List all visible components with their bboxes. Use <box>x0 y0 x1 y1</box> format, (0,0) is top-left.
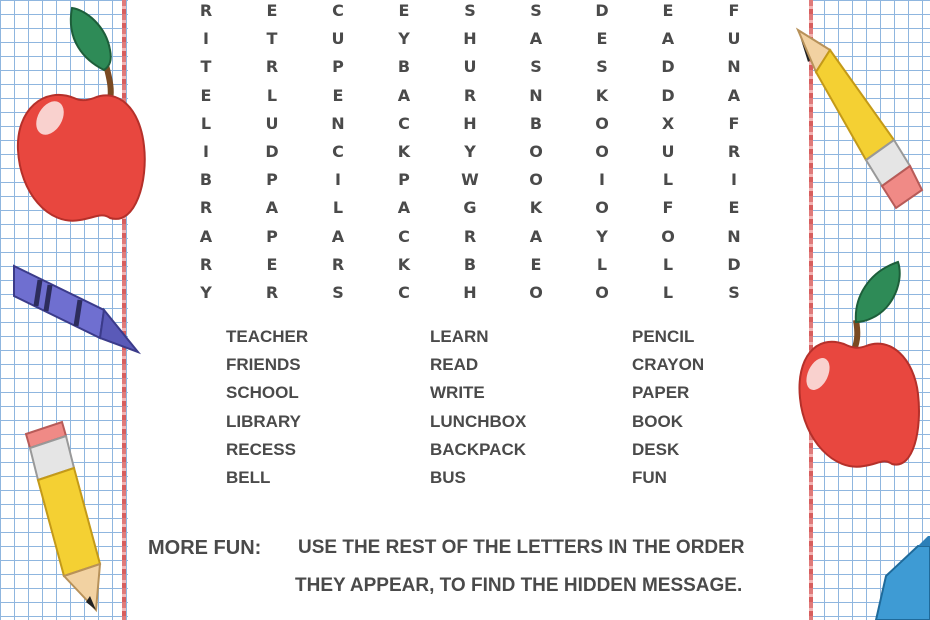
grid-row <box>186 113 756 141</box>
grid-letter: X <box>661 113 675 133</box>
grid-letter: E <box>728 198 740 218</box>
grid-letter: C <box>332 141 344 161</box>
grid-letter: R <box>463 226 477 246</box>
grid-letter: N <box>529 85 543 105</box>
grid-letter: L <box>332 198 344 218</box>
grid-letter: L <box>200 113 212 133</box>
grid-letter: C <box>398 282 410 302</box>
crayon-icon <box>10 258 142 368</box>
bonus-line-1: USE THE REST OF THE LETTERS IN THE ORDER <box>298 537 745 558</box>
grid-letter: O <box>595 141 609 161</box>
grid-letter: E <box>266 1 278 20</box>
grid-letter: P <box>266 226 278 246</box>
grid-letter: B <box>397 57 411 77</box>
grid-letter: K <box>529 198 543 218</box>
grid-letter: S <box>332 282 344 302</box>
grid-letter: I <box>203 141 209 161</box>
grid-letter: I <box>203 29 209 49</box>
grid-letter: N <box>727 57 741 77</box>
grid-row <box>186 282 756 310</box>
grid-letter: W <box>461 170 479 190</box>
grid-letter: H <box>463 282 477 302</box>
grid-letter: D <box>661 57 675 77</box>
letter-grid <box>186 0 756 310</box>
word-item: BELL <box>226 467 271 487</box>
pencil-icon <box>790 20 930 230</box>
word-item: BACKPACK <box>430 439 527 459</box>
word-column <box>430 323 526 492</box>
grid-letter: U <box>661 141 675 161</box>
grid-row <box>186 0 756 28</box>
grid-letter: D <box>727 254 741 274</box>
grid-letter: O <box>529 282 543 302</box>
grid-letter: A <box>331 226 345 246</box>
grid-letter: O <box>595 282 609 302</box>
word-item: RECESS <box>226 439 296 459</box>
apple-icon <box>14 0 150 230</box>
grid-letter: E <box>662 1 674 20</box>
grid-letter: E <box>266 254 278 274</box>
grid-letter: L <box>662 170 674 190</box>
word-item: LEARN <box>430 327 489 346</box>
grid-letter: I <box>599 170 605 190</box>
grid-letter: C <box>332 1 344 20</box>
grid-letter: R <box>265 57 279 77</box>
word-item: PENCIL <box>632 327 695 346</box>
grid-letter: U <box>265 113 279 133</box>
grid-letter: P <box>266 170 278 190</box>
grid-letter: Y <box>464 141 476 161</box>
grid-letter: T <box>200 57 212 77</box>
grid-letter: C <box>398 226 410 246</box>
grid-letter: R <box>199 1 213 20</box>
grid-letter: H <box>463 29 477 49</box>
word-item: CRAYON <box>632 355 705 375</box>
grid-letter: K <box>397 141 411 161</box>
grid-letter: S <box>728 282 740 302</box>
grid-letter: E <box>398 1 410 20</box>
grid-letter: L <box>266 85 278 105</box>
grid-letter: L <box>662 282 674 302</box>
grid-letter: Y <box>398 29 410 49</box>
grid-letter: I <box>731 170 737 190</box>
word-column <box>226 323 308 492</box>
grid-letter: R <box>199 198 213 218</box>
grid-letter: B <box>529 113 543 133</box>
grid-row <box>186 169 756 197</box>
grid-letter: U <box>727 29 741 49</box>
grid-letter: I <box>335 170 341 190</box>
word-item: DESK <box>632 439 680 459</box>
grid-letter: E <box>200 85 212 105</box>
grid-letter: H <box>463 113 477 133</box>
grid-row <box>186 254 756 282</box>
grid-letter: K <box>397 254 411 274</box>
grid-letter: R <box>265 282 279 302</box>
grid-row <box>186 226 756 254</box>
pencil-icon <box>16 396 126 620</box>
grid-letter: O <box>529 141 543 161</box>
word-item: FUN <box>632 467 667 487</box>
word-item: BOOK <box>632 411 683 431</box>
grid-letter: A <box>397 85 411 105</box>
grid-letter: D <box>265 141 279 161</box>
grid-letter: A <box>199 226 213 246</box>
grid-letter: P <box>332 57 344 77</box>
grid-letter: L <box>662 254 674 274</box>
grid-letter: A <box>661 29 675 49</box>
word-item: TEACHER <box>226 327 309 346</box>
word-item: READ <box>430 355 479 375</box>
grid-letter: A <box>529 29 543 49</box>
grid-letter: K <box>595 85 609 105</box>
grid-letter: A <box>397 198 411 218</box>
crayon-icon <box>856 536 930 620</box>
grid-letter: L <box>596 254 608 274</box>
word-item: LUNCHBOX <box>430 411 527 431</box>
apple-icon <box>794 258 924 478</box>
grid-letter: R <box>463 85 477 105</box>
grid-letter: O <box>595 198 609 218</box>
grid-letter: F <box>728 1 740 20</box>
word-column <box>632 323 704 492</box>
grid-letter: A <box>265 198 279 218</box>
grid-letter: F <box>728 113 740 133</box>
grid-letter: F <box>662 198 674 218</box>
grid-letter: U <box>331 29 345 49</box>
grid-letter: E <box>332 85 344 105</box>
word-item: FRIENDS <box>226 355 301 375</box>
grid-letter: C <box>398 113 410 133</box>
grid-letter: S <box>464 1 476 20</box>
grid-letter: R <box>199 254 213 274</box>
grid-letter: N <box>727 226 741 246</box>
grid-letter: A <box>727 85 741 105</box>
grid-letter: A <box>529 226 543 246</box>
grid-letter: G <box>463 198 477 218</box>
grid-letter: E <box>530 254 542 274</box>
grid-letter: N <box>331 113 345 133</box>
grid-letter: R <box>727 141 741 161</box>
word-item: WRITE <box>430 383 485 403</box>
grid-letter: B <box>199 170 213 190</box>
grid-letter: T <box>266 29 278 49</box>
grid-letter: D <box>661 85 675 105</box>
grid-row <box>186 56 756 84</box>
grid-letter: E <box>596 29 608 49</box>
grid-letter: O <box>595 113 609 133</box>
word-item: BUS <box>430 467 466 487</box>
grid-letter: B <box>463 254 477 274</box>
grid-row <box>186 28 756 56</box>
word-item: PAPER <box>632 383 690 403</box>
grid-letter: R <box>331 254 345 274</box>
grid-row <box>186 197 756 225</box>
word-item: LIBRARY <box>226 411 301 431</box>
grid-letter: D <box>595 1 609 20</box>
grid-letter: Y <box>596 226 608 246</box>
grid-letter: S <box>596 57 608 77</box>
grid-row <box>186 141 756 169</box>
grid-row <box>186 85 756 113</box>
word-item: SCHOOL <box>226 383 299 403</box>
grid-letter: O <box>529 170 543 190</box>
grid-letter: S <box>530 1 542 20</box>
grid-letter: S <box>530 57 542 77</box>
word-search-sheet <box>134 0 806 620</box>
grid-letter: U <box>463 57 477 77</box>
bonus-line-2: THEY APPEAR, TO FIND THE HIDDEN MESSAGE. <box>295 575 743 596</box>
grid-letter: Y <box>200 282 212 302</box>
bonus-label: MORE FUN: <box>148 537 262 559</box>
grid-letter: P <box>398 170 410 190</box>
grid-letter: O <box>661 226 675 246</box>
